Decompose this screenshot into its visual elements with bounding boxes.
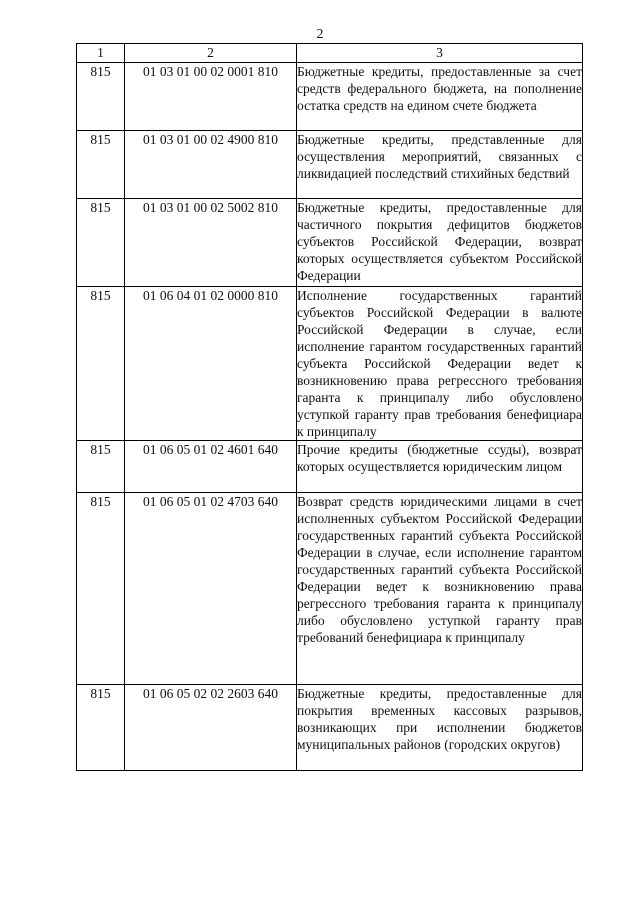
classification-code: 01 03 01 00 02 4900 810: [125, 131, 297, 199]
classification-code: 01 03 01 00 02 5002 810: [125, 199, 297, 287]
table-row: [77, 199, 583, 287]
admin-code: 815: [77, 441, 125, 493]
description: Бюджетные кредиты, предоставленные за счет средств федерального бюджета, на пополнение остатка средств на едином счете бюджета: [297, 63, 583, 131]
table-row: [77, 441, 583, 493]
description: Бюджетные кредиты, предоставленные для покрытия временных кассовых разрывов, возникающих при исполнении бюджетов муниципальных районов (городских округов): [297, 685, 583, 771]
admin-code: 815: [77, 493, 125, 685]
description: Исполнение государственных гарантий субъектов Российской Федерации в валюте Российской Федерации в случае, если исполнение гарантом государственных гарантий субъекта Российской Федерации ведет к возникновению права регрессного требования гаранта к принципалу либо обусловлено уступкой гаранту прав требования бенефициара к принципалу: [297, 288, 582, 439]
budget-codes-table: [76, 43, 583, 771]
table-row: [77, 63, 583, 131]
admin-code: 815: [77, 199, 125, 287]
description: Бюджетные кредиты, представленные для осуществления мероприятий, связанных с ликвидацией последствий стихийных бедствий: [297, 131, 583, 199]
table-row: [77, 131, 583, 199]
table-row: [77, 685, 583, 771]
table-body: [77, 63, 583, 771]
table-row: [77, 287, 583, 441]
header-row: [77, 44, 583, 63]
classification-code: 01 06 05 01 02 4703 640: [125, 493, 297, 685]
description: Возврат средств юридическими лицами в счет исполненных субъектом Российской Федерации государственных гарантий субъекта Российской Федерации в случае, если исполнение гарантом государственных гарантий субъекта Российской Федерации ведет к возникновению права регрессного требования гаранта к принципалу либо обусловлено уступкой гаранту прав требований бенефициара к принципалу: [297, 493, 583, 685]
header-col-3: 3: [297, 44, 583, 63]
table-row: [77, 493, 583, 685]
classification-code: 01 03 01 00 02 0001 810: [125, 63, 297, 131]
classification-code: 01 06 05 02 02 2603 640: [125, 685, 297, 771]
header-col-2: 2: [125, 44, 297, 63]
admin-code: 815: [77, 131, 125, 199]
description: Бюджетные кредиты, предоставленные для частичного покрытия дефицитов бюджетов субъектов Российской Федерации, возврат которых осуществляется субъектом Российской Федерации: [297, 199, 583, 287]
admin-code: 815: [77, 287, 125, 441]
classification-code: 01 06 04 01 02 0000 810: [125, 287, 297, 441]
admin-code: 815: [77, 63, 125, 131]
table-header: [77, 44, 583, 63]
description: Прочие кредиты (бюджетные ссуды), возврат которых осуществляется юридическим лицом: [297, 441, 583, 493]
header-col-1: 1: [77, 44, 125, 63]
admin-code: 815: [77, 685, 125, 771]
classification-code: 01 06 05 01 02 4601 640: [125, 441, 297, 493]
page-number: 2: [316, 27, 324, 42]
